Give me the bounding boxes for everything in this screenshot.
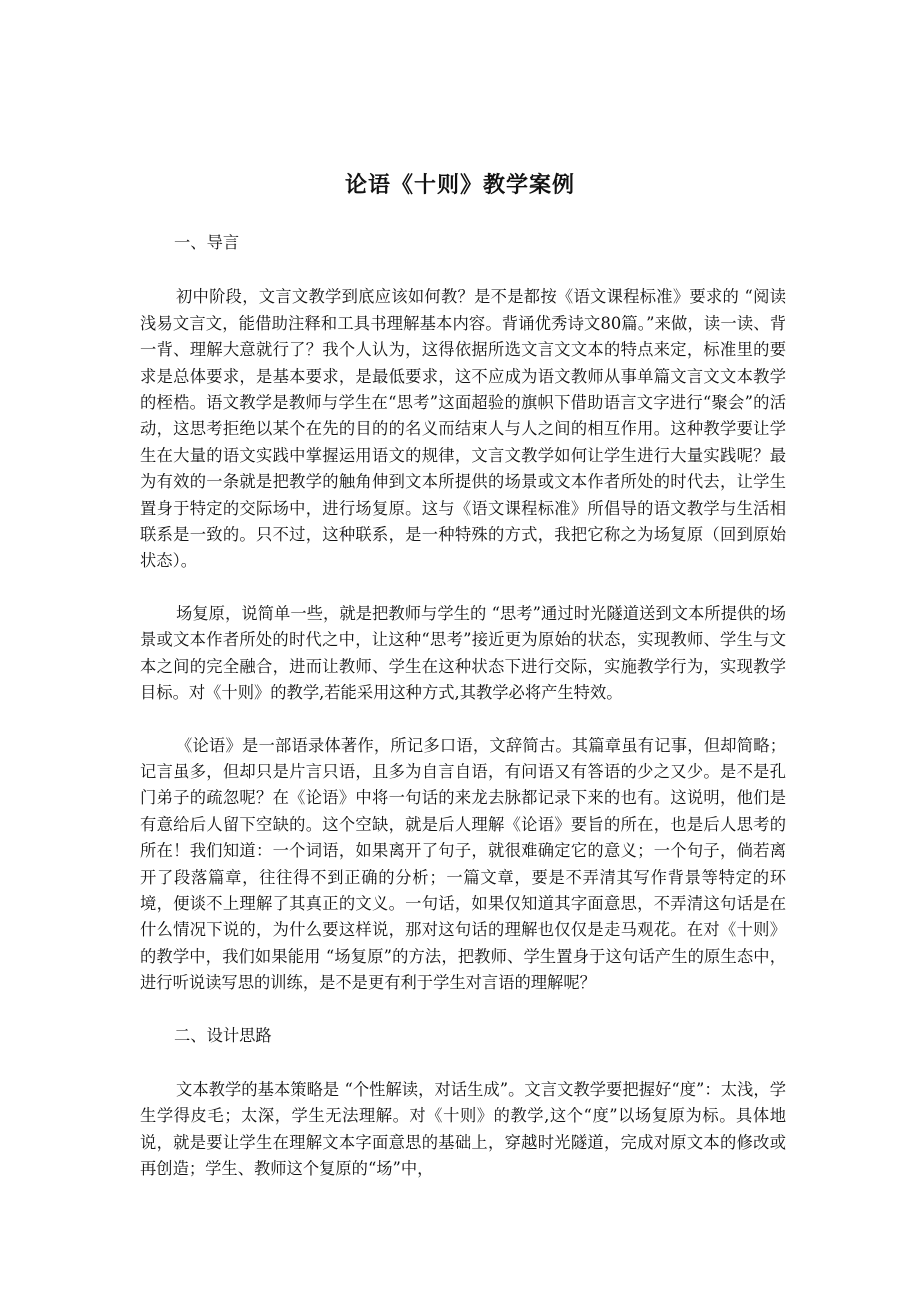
body-paragraph: 《论语》是一部语录体著作，所记多口语，文辞简古。其篇章虽有记事，但却简略；记言虽多，但却只是片言只语，且多为自言自语，有问语又有答语的少之又少。是不是孔门弟子的疏忽呢？在《论语》中将一句话的来龙去脉都记录下来的也有。这说明，他们是有意给后人留下空缺的。这个空缺，就是后人理解《论语》要旨的所在，也是后人思考的所在！我们知道：一个词语，如果离开了句子，就很难确定它的意义；一个句子，倘若离开了段落篇章，往往得不到正确的分析；一篇文章，要是不弄清其写作背景等特定的环境，便谈不上理解了其真正的文义。一句话，如果仅知道其字面意思，不弄清这句话是在什么情况下说的，为什么要这样说，那对这句话的理解也仅仅是走马观花。在对《十则》的教学中，我们如果能用 “场复原”的方法，把教师、学生置身于这句话产生的原生态中，进行听说读写思的训练，是不是更有利于学生对言语的理解呢？	[140, 735, 786, 993]
document-title: 论语《十则》教学案例	[344, 172, 575, 198]
section-heading-introduction: 一、导言	[174, 233, 240, 252]
body-paragraph: 文本教学的基本策略是 “个性解读，对话生成”。文言文教学要把握好“度”：太浅，学生学得皮毛；太深，学生无法理解。对《十则》的教学,这个“度”以场复原为标。具体地说，就是要让学生在理解文本字面意思的基础上，穿越时光隧道，完成对原文本的修改或再创造；学生、教师这个复原的“场”中，	[140, 1079, 786, 1179]
body-paragraph: 初中阶段，文言文教学到底应该如何教？是不是都按《语文课程标准》要求的 “阅读浅易文言文，能借助注释和工具书理解基本内容。背诵优秀诗文80篇。”来做，读一读、背一背、理解大意就行了？我个人认为，这得依据所选文言文文本的特点来定，标准里的要求是总体要求，是基本要求，是最低要求，这不应成为语文教师从事单篇文言文文本教学的桎梏。语文教学是教师与学生在“思考”这面超验的旗帜下借助语言文字进行“聚会”的活动，这思考拒绝以某个在先的目的的名义而结束人与人之间的相互作用。这种教学要让学生在大量的语文实践中掌握运用语文的规律，文言文教学如何让学生进行大量实践呢？最为有效的一条就是把教学的触角伸到文本所提供的场景或文本作者所处的时代去，让学生置身于特定的交际场中，进行场复原。这与《语文课程标准》所倡导的语文教学与生活相联系是一致的。只不过，这种联系，是一种特殊的方式，我把它称之为场复原（回到原始状态）。	[140, 287, 786, 571]
body-paragraph: 场复原，说简单一些，就是把教师与学生的 “思考”通过时光隧道送到文本所提供的场景或文本作者所处的时代之中，让这种“思考”接近更为原始的状态，实现教师、学生与文本之间的完全融合，进而让教师、学生在这种状态下进行交际，实施教学行为，实现教学目标。对《十则》的教学,若能采用这种方式,其教学必将产生特效。	[140, 603, 786, 703]
document-body	[140, 230, 786, 1209]
section-heading-design: 二、设计思路	[174, 1025, 272, 1045]
